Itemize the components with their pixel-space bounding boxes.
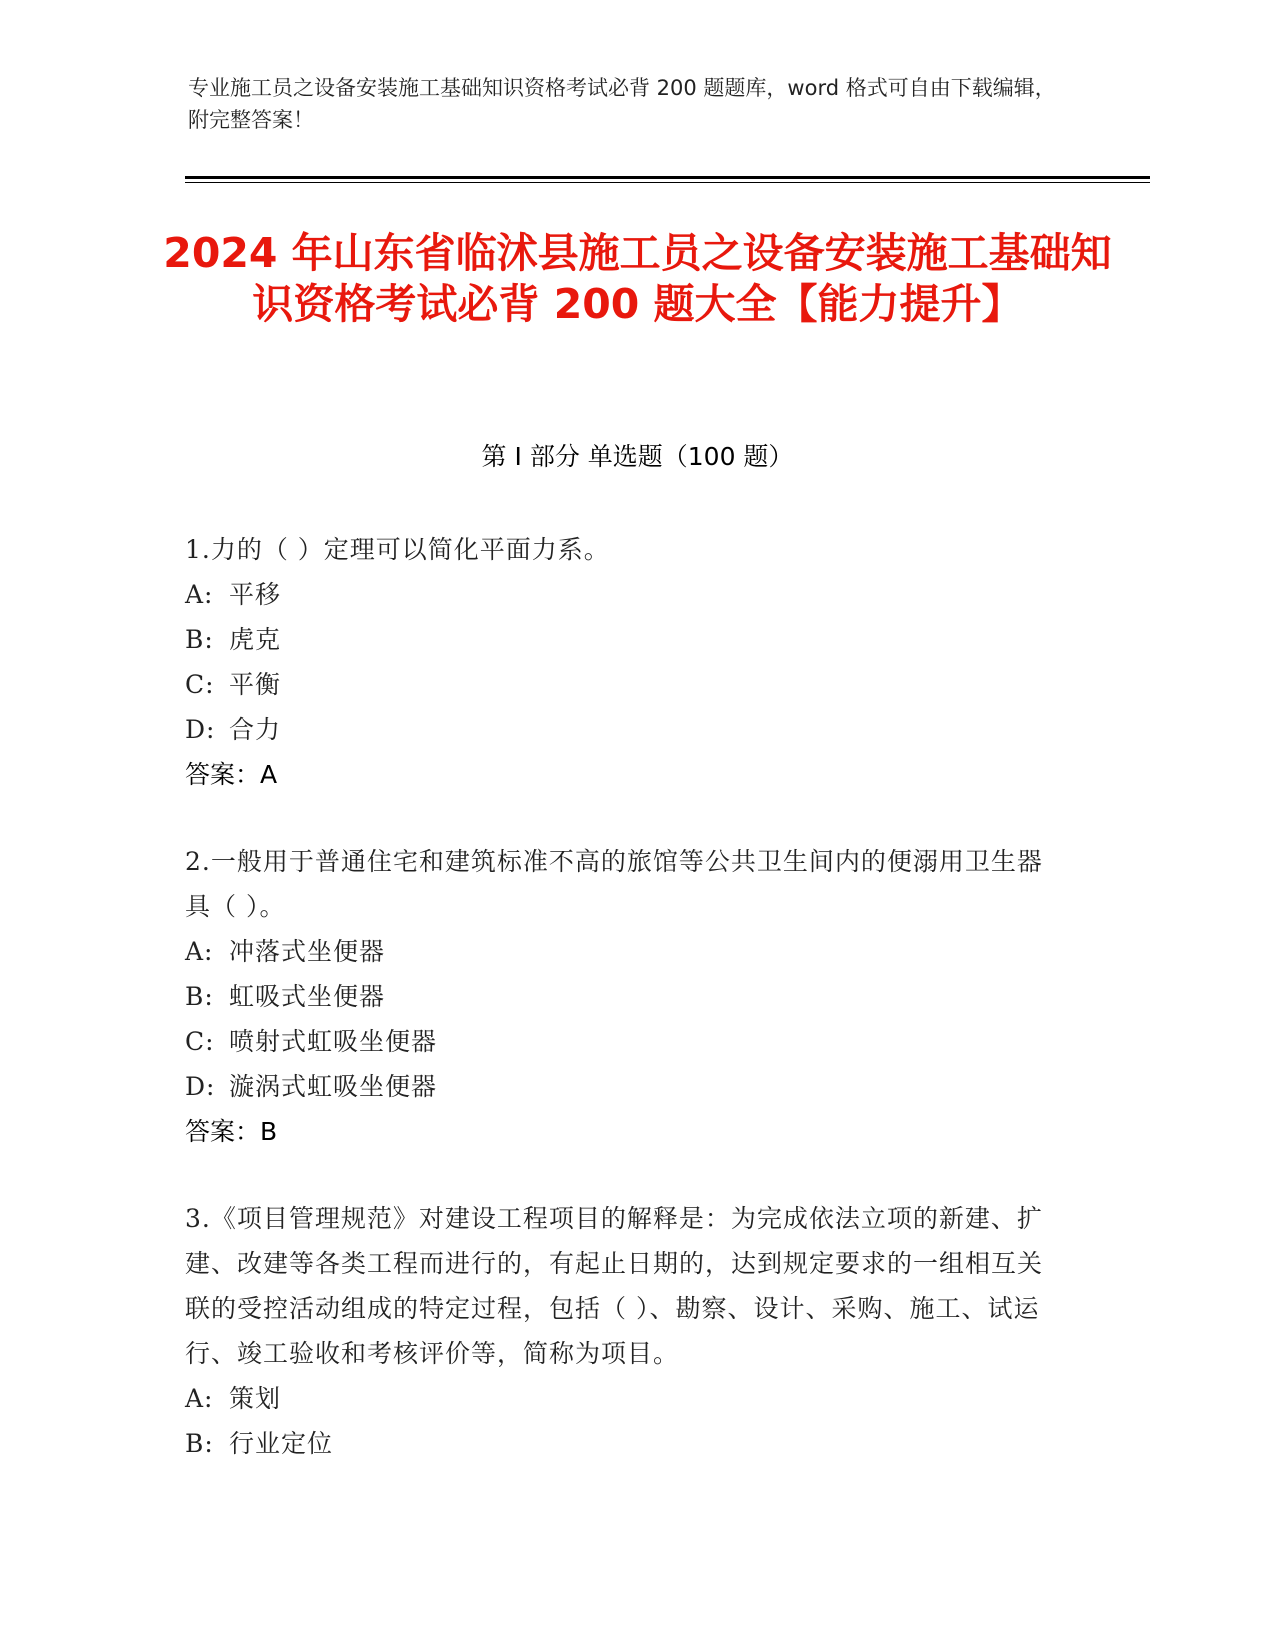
option-b — [185, 974, 1065, 1019]
question-list — [185, 527, 1065, 1508]
header-divider-thick — [185, 176, 1150, 179]
option-text: 合力 — [229, 715, 282, 744]
option-letter: B: — [185, 1429, 214, 1458]
answer-line: 答案：A — [185, 760, 278, 789]
option-text: 平移 — [229, 580, 282, 609]
option-text: 喷射式虹吸坐便器 — [229, 1027, 438, 1056]
document-title: 2024 年山东省临沭县施工员之设备安装施工基础知识资格考试必背 200 题大全【能力提升】 — [163, 229, 1112, 328]
option-letter: A: — [185, 580, 214, 609]
option-d — [185, 1064, 1065, 1109]
option-c — [185, 1019, 1065, 1064]
header-divider-thin — [185, 182, 1150, 183]
question-stem: 3.《项目管理规范》对建设工程项目的解释是：为完成依法立项的新建、扩建、改建等各类工程而进行的，有起止日期的，达到规定要求的一组相互关联的受控活动组成的特定过程，包括（ ）、勘察、设计、采购、施工、试运行、竣工验收和考核评价等，简称为项目。 — [185, 1204, 1044, 1368]
option-letter: A: — [185, 937, 214, 966]
option-b — [185, 1421, 1065, 1466]
option-letter: C: — [185, 1027, 215, 1056]
option-text: 策划 — [229, 1384, 282, 1413]
option-letter: B: — [185, 625, 214, 654]
option-text: 虎克 — [229, 625, 282, 654]
option-c — [185, 662, 1065, 707]
option-letter: B: — [185, 982, 214, 1011]
option-text: 漩涡式虹吸坐便器 — [229, 1072, 438, 1101]
option-a — [185, 929, 1065, 974]
option-text: 冲落式坐便器 — [229, 937, 386, 966]
question-2 — [185, 839, 1065, 1154]
option-a — [185, 1376, 1065, 1421]
option-letter: A: — [185, 1384, 214, 1413]
question-stem: 1.力的（ ）定理可以简化平面力系。 — [185, 535, 610, 564]
section-heading: 第 I 部分 单选题（100 题） — [481, 442, 794, 471]
question-1 — [185, 527, 1065, 797]
header-note: 专业施工员之设备安装施工基础知识资格考试必背 200 题题库，word 格式可自由下载编辑，附完整答案！ — [188, 76, 1056, 132]
option-letter: C: — [185, 670, 215, 699]
option-text: 平衡 — [229, 670, 282, 699]
option-a — [185, 572, 1065, 617]
option-d — [185, 707, 1065, 752]
option-text: 虹吸式坐便器 — [229, 982, 386, 1011]
option-letter: D: — [185, 1072, 216, 1101]
option-letter: D: — [185, 715, 216, 744]
question-3 — [185, 1196, 1065, 1466]
option-text: 行业定位 — [229, 1429, 334, 1458]
question-stem: 2.一般用于普通住宅和建筑标准不高的旅馆等公共卫生间内的便溺用卫生器具（ ）。 — [185, 847, 1043, 921]
option-b — [185, 617, 1065, 662]
answer-line: 答案：B — [185, 1117, 278, 1146]
